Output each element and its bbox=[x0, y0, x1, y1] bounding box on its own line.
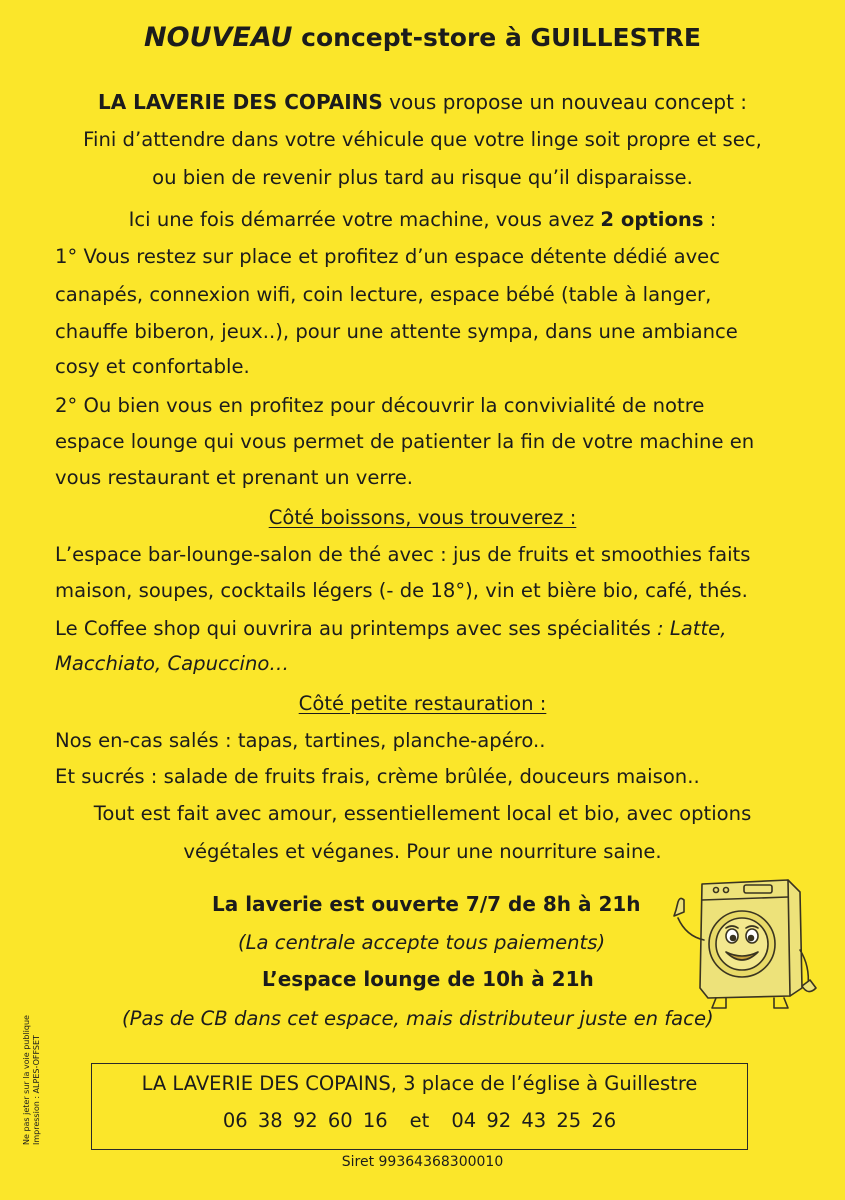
drinks-heading bbox=[0, 506, 845, 530]
legal-line-1: Ne pas jeter sur la voie publique bbox=[22, 1015, 31, 1145]
option2-line: espace lounge qui vous permet de patienter la fin de votre machine en bbox=[55, 430, 755, 453]
intro-line-2: Fini d’attendre dans votre véhicule que votre linge soit propre et sec, bbox=[83, 128, 762, 151]
food-line: Et sucrés : salade de fruits frais, crème brûlée, douceurs maison.. bbox=[55, 765, 700, 788]
option1-line: canapés, connexion wifi, coin lecture, espace bébé (table à langer, bbox=[55, 283, 712, 306]
options-colon: : bbox=[703, 208, 717, 231]
phones-separator: et bbox=[409, 1109, 430, 1132]
intro-line-3: ou bien de revenir plus tard au risque qu’il disparaisse. bbox=[152, 166, 693, 189]
food-heading bbox=[0, 692, 845, 716]
contact-box bbox=[91, 1063, 748, 1150]
coffee-text: Le Coffee shop qui ouvrira au printemps avec ses spécialités bbox=[55, 617, 651, 640]
coffee-specialities: : Latte, bbox=[650, 617, 727, 640]
washing-machine-mascot-icon bbox=[660, 870, 820, 1020]
legal-mentions bbox=[22, 1015, 42, 1145]
laverie-hours: La laverie est ouverte 7/7 de 8h à 21h bbox=[212, 892, 641, 916]
lounge-payment-note: (Pas de CB dans cet espace, mais distributeur juste en face) bbox=[122, 1007, 714, 1030]
intro-line-1 bbox=[0, 90, 845, 114]
closing-line: Tout est fait avec amour, essentiellement local et bio, avec options bbox=[93, 802, 752, 825]
option2-line: 2° Ou bien vous en profitez pour découvrir la convivialité de notre bbox=[55, 394, 705, 417]
title-rest: concept-store à GUILLESTRE bbox=[292, 23, 701, 52]
food-heading-text: Côté petite restauration : bbox=[298, 692, 547, 715]
coffee-line-2: Macchiato, Capuccino… bbox=[55, 652, 289, 675]
siret-number: Siret 99364368300010 bbox=[341, 1154, 504, 1170]
drinks-line: L’espace bar-lounge-salon de thé avec : jus de fruits et smoothies faits bbox=[55, 543, 751, 566]
options-intro bbox=[0, 208, 845, 232]
lounge-hours: L’espace lounge de 10h à 21h bbox=[262, 967, 594, 991]
option1-line: cosy et confortable. bbox=[55, 355, 250, 378]
option1-line: chauffe biberon, jeux..), pour une attente sympa, dans une ambiance bbox=[55, 320, 738, 343]
contact-address: LA LAVERIE DES COPAINS, 3 place de l’église à Guillestre bbox=[141, 1072, 698, 1095]
coffee-line bbox=[55, 617, 726, 641]
drinks-line: maison, soupes, cocktails légers (- de 18°), vin et bière bio, café, thés. bbox=[55, 579, 748, 602]
phone-1[interactable]: 06 38 92 60 16 bbox=[222, 1109, 388, 1132]
page-title bbox=[0, 22, 845, 53]
brand-name: LA LAVERIE DES COPAINS bbox=[97, 90, 383, 114]
contact-phones bbox=[92, 1109, 747, 1132]
option1-line: 1° Vous restez sur place et profitez d’un espace détente dédié avec bbox=[55, 245, 721, 268]
phone-2[interactable]: 04 92 43 25 26 bbox=[451, 1109, 617, 1132]
title-emphasis: NOUVEAU bbox=[144, 22, 293, 53]
closing-line: végétales et véganes. Pour une nourriture saine. bbox=[183, 840, 662, 863]
legal-line-2: Impression : ALPES-OFFSET bbox=[32, 1035, 41, 1145]
food-line: Nos en-cas salés : tapas, tartines, planche-apéro.. bbox=[55, 729, 546, 752]
drinks-heading-text: Côté boissons, vous trouverez : bbox=[268, 506, 577, 529]
option2-line: vous restaurant et prenant un verre. bbox=[55, 466, 413, 489]
laverie-payment-note: (La centrale accepte tous paiements) bbox=[238, 931, 606, 954]
options-text: Ici une fois démarrée votre machine, vous avez bbox=[128, 208, 601, 231]
options-count: 2 options bbox=[600, 208, 704, 231]
intro-line-1-text: vous propose un nouveau concept : bbox=[382, 90, 748, 114]
